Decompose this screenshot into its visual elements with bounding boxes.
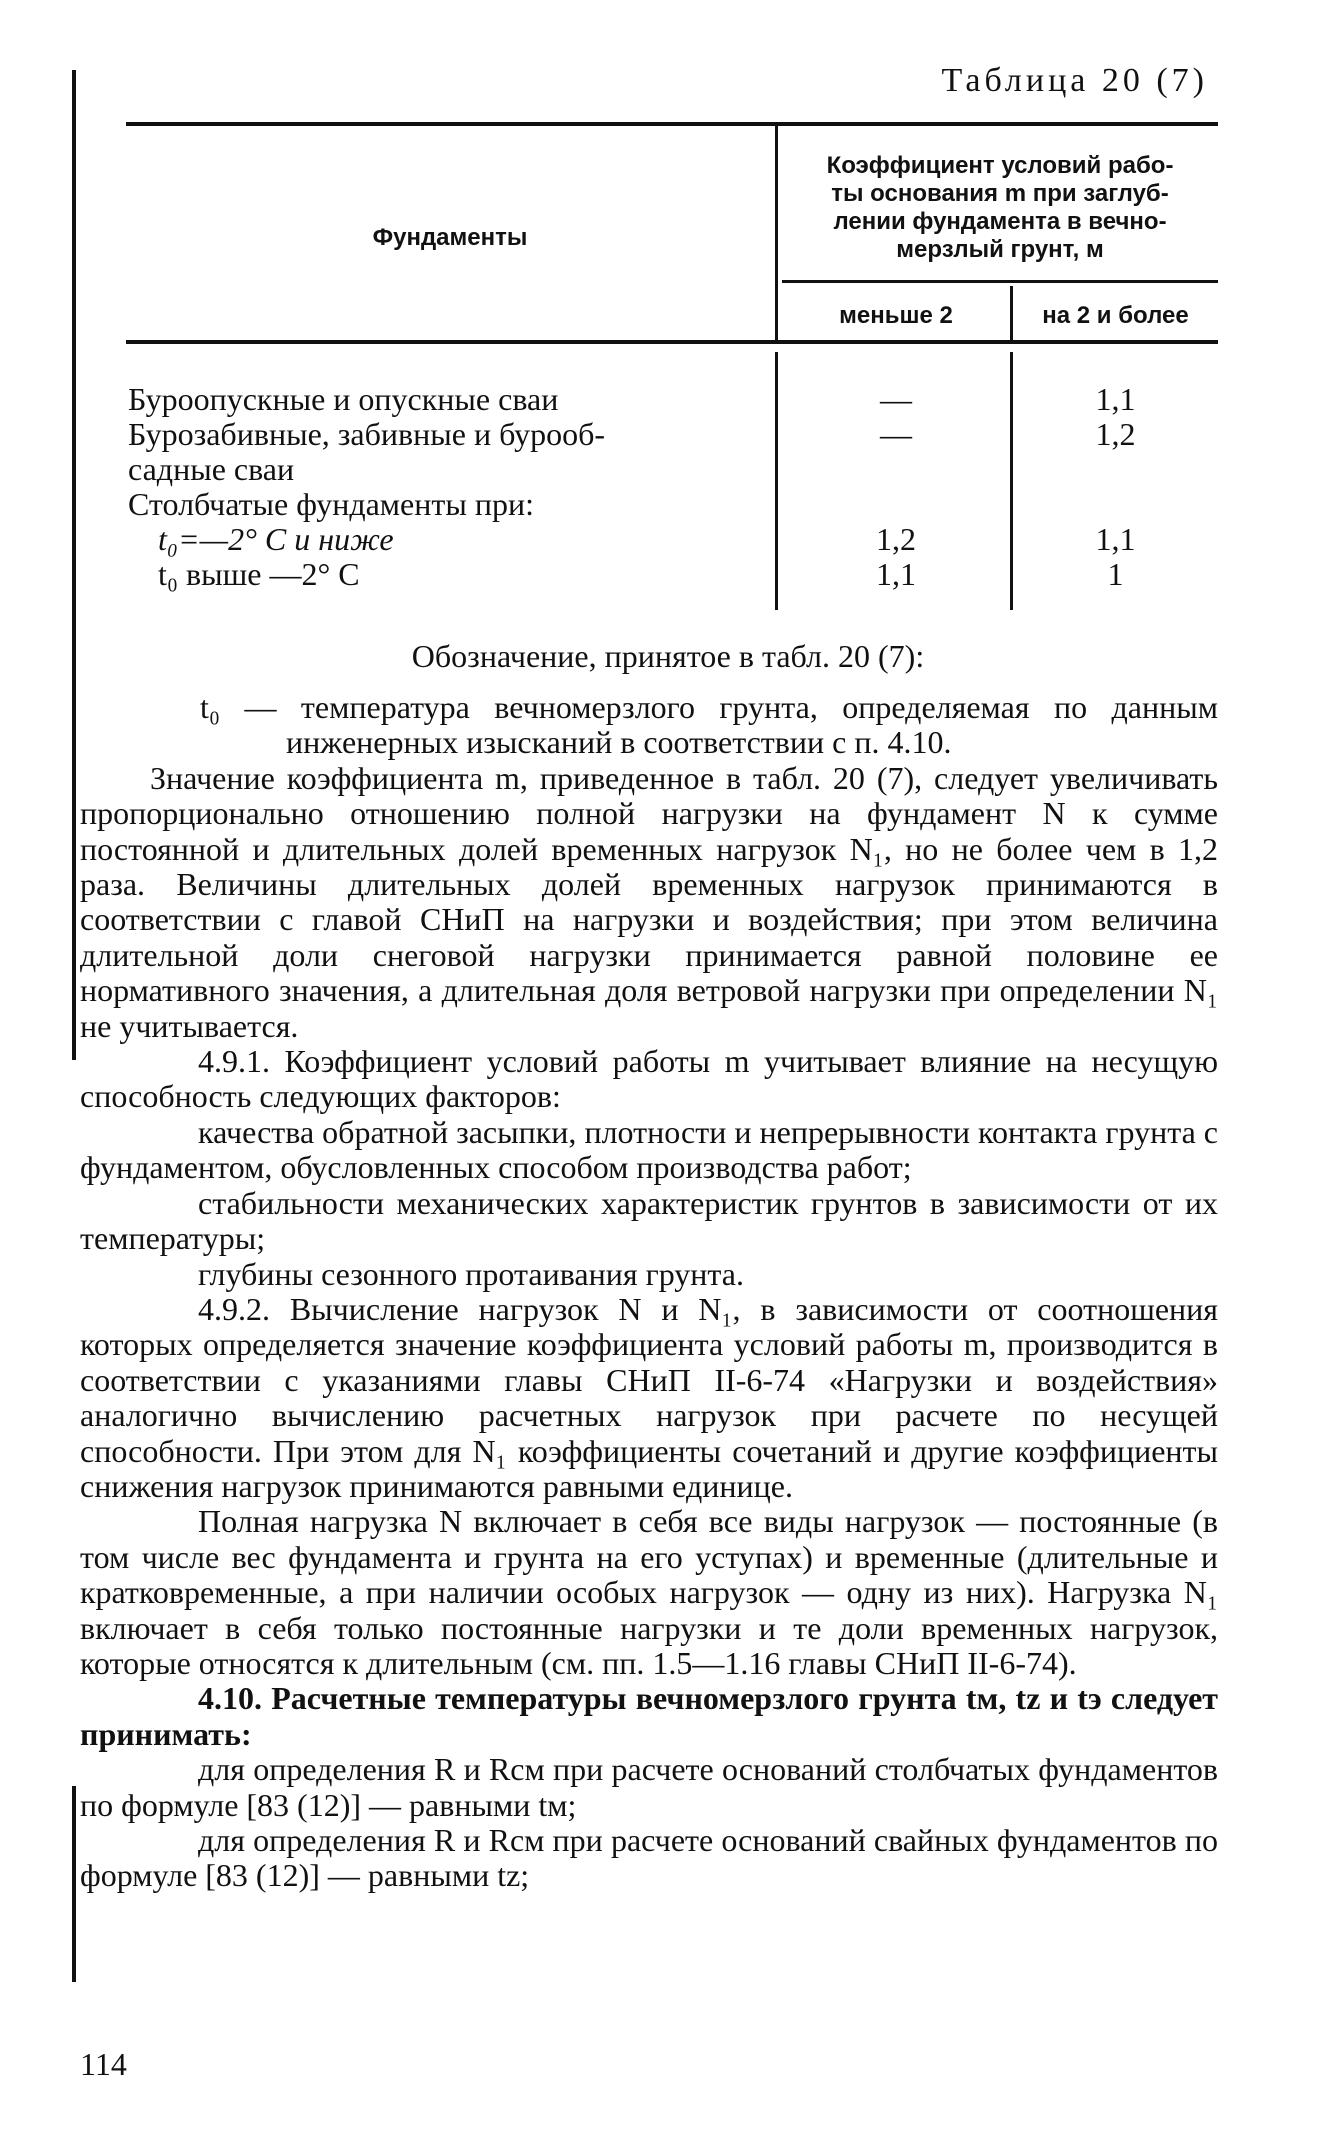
table-cell-more: 1: [1107, 556, 1124, 592]
table-cell-more: 1,2: [1095, 416, 1136, 452]
table-row-label: Столбчатые фундаменты при:: [128, 486, 534, 522]
table-row-label: Буроопускные и опускные сваи: [128, 381, 559, 417]
table-cell-more: 1,1: [1095, 521, 1136, 557]
table-cell-more: 1,1: [1095, 381, 1136, 417]
paragraph-full-load: Полная нагрузка N включает в себя все виды нагрузок — постоянные (в том числе вес фундамента и грунта на его уступах) и временные (длительные и кратковременные, а при наличии особых нагрузок — одну из них). Нагрузка N₁ включает в себя только постоянные нагрузки и те доли временных нагрузок, которые относятся к длительным (см. пп. 1.5—1.16 главы СНиП II-6-74).: [80, 1503, 1218, 1681]
body-text-top: [80, 690, 1218, 1894]
table-col-divider-1-body: [775, 352, 778, 610]
clause-4-9-1: 4.9.1. Коэффициент условий работы m учитывает влияние на несущую способность следующих факторов:: [80, 1043, 1218, 1115]
clause-4-10-item: для определения R и Rсм при расчете оснований свайных фундаментов по формуле [83 (12)] — равными tz;: [80, 1822, 1218, 1894]
t0-definition: t₀ — температура вечномерзлого грунта, определяемая по данным инженерных изысканий в соответствии с п. 4.10.: [200, 689, 1218, 761]
factor-item: глубины сезонного протаивания грунта.: [198, 1255, 744, 1292]
table-subheader-rule: [782, 280, 1218, 283]
page-number: 114: [80, 2046, 127, 2082]
revision-bar-top: [72, 70, 76, 1060]
header-coefficient-line: ты основания m при заглуб-: [831, 180, 1169, 207]
paragraph-coefficient: Значение коэффициента m, приведенное в табл. 20 (7), следует увеличивать пропорционально отношению полной нагрузки на фундамент N к сумме постоянной и длительных долей временных нагрузок N₁, но не более чем в 1,2 раза. Величины длительных долей временных нагрузок принимаются в соответствии с главой СНиП на нагрузки и воздействия; при этом величина длительной доли снеговой нагрузки принимается равной половине ее нормативного значения, а длительная доля ветровой нагрузки при определении N₁ не учитывается.: [80, 759, 1218, 1044]
clause-4-10: 4.10. Расчетные температуры вечномерзлого грунта tм, tz и tэ следует принимать:: [80, 1680, 1218, 1752]
clause-4-10-item: для определения R и Rсм при расчете оснований столбчатых фундаментов по формуле [83 (12)] — равными tм;: [80, 1751, 1218, 1823]
table-cell-less: 1,1: [876, 556, 916, 592]
table-row-label: t₀=—2° С и ниже: [158, 521, 394, 557]
table-header-rule: [126, 340, 1218, 344]
factor-item: стабильности механических характеристик грунтов в зависимости от их температуры;: [80, 1184, 1218, 1257]
table-caption: Обозначение, принятое в табл. 20 (7):: [411, 638, 925, 674]
table-col-divider-1: [775, 124, 778, 340]
table-row-label: t₀ выше —2° С: [158, 556, 360, 592]
table-cell-less: —: [880, 416, 912, 452]
header-coefficient-line: лении фундамента в вечно-: [833, 208, 1167, 235]
clause-4-9-2: 4.9.2. Вычисление нагрузок N и N₁, в зависимости от соотношения которых определяется значение коэффициента условий работы m, производится в соответствии с указаниями главы СНиП II-6-74 «Нагрузки и воздействия» аналогично вычислению расчетных нагрузок при расчете по несущей способности. При этом для N₁ коэффициенты сочетаний и другие коэффициенты снижения нагрузок принимаются равными единице.: [80, 1290, 1218, 1504]
revision-bar-bottom: [72, 1786, 76, 1982]
header-less-2: меньше 2: [839, 302, 953, 329]
table-cell-less: 1,2: [876, 521, 916, 557]
header-2-and-more: на 2 и более: [1042, 302, 1189, 329]
table-top-rule: [126, 122, 1218, 126]
factor-item: качества обратной засыпки, плотности и непрерывности контакта грунта с фундаментом, обусловленных способом производства работ;: [80, 1113, 1218, 1186]
table-cell-less: —: [880, 381, 912, 417]
table-title: Таблица 20 (7): [941, 62, 1208, 99]
header-coefficient: [782, 152, 1218, 264]
header-coefficient-line: мерзлый грунт, м: [896, 236, 1104, 263]
table-row-label: Бурозабивные, забивные и бурооб-: [128, 416, 606, 452]
header-foundations: Фундаменты: [372, 224, 528, 251]
header-coefficient-line: Коэффициент условий рабо-: [826, 152, 1174, 179]
table-row-label: садные сваи: [128, 451, 295, 487]
